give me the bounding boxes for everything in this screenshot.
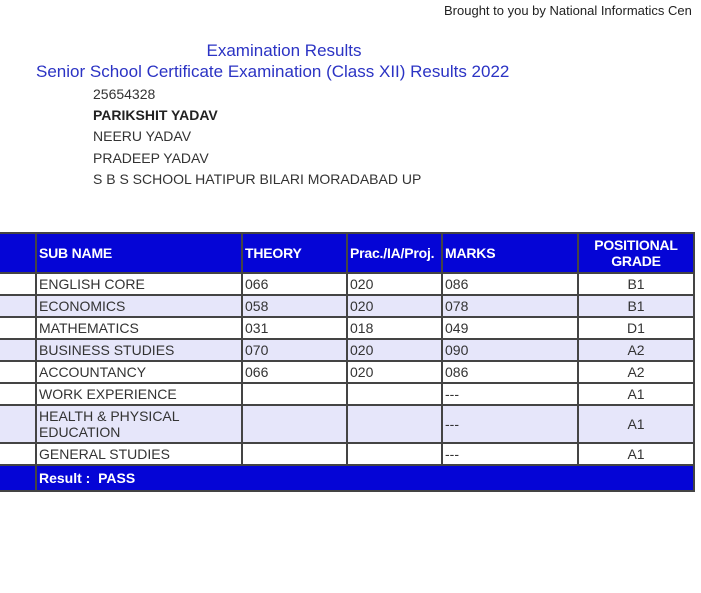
header-prac: Prac./IA/Proj. [347, 233, 442, 273]
table-row [0, 339, 694, 361]
total-marks: 086 [442, 361, 578, 383]
prac-marks: 020 [347, 339, 442, 361]
theory-marks: 066 [242, 273, 347, 295]
row-code [0, 339, 36, 361]
prac-marks: 020 [347, 295, 442, 317]
theory-marks: 070 [242, 339, 347, 361]
row-code [0, 405, 36, 443]
positional-grade: B1 [578, 273, 694, 295]
total-marks: --- [442, 383, 578, 405]
theory-marks [242, 383, 347, 405]
subject-name: WORK EXPERIENCE [36, 383, 242, 405]
table-row [0, 405, 694, 443]
header-grade [578, 233, 694, 273]
site-credit: Brought to you by National Informatics Cen [444, 3, 692, 18]
positional-grade: A1 [578, 383, 694, 405]
student-name: PARIKSHIT YADAV [93, 107, 218, 123]
result-code [0, 465, 36, 491]
exam-subtitle: Senior School Certificate Examination (Class XII) Results 2022 [36, 62, 510, 81]
positional-grade: A2 [578, 339, 694, 361]
total-marks: 078 [442, 295, 578, 317]
header-sub-name: SUB NAME [36, 233, 242, 273]
total-marks: 086 [442, 273, 578, 295]
subject-name: GENERAL STUDIES [36, 443, 242, 465]
table-header-row [0, 233, 694, 273]
prac-marks [347, 443, 442, 465]
header-marks: MARKS [442, 233, 578, 273]
row-code [0, 361, 36, 383]
total-marks: --- [442, 443, 578, 465]
roll-number: 25654328 [93, 86, 156, 102]
result-label: Result : [39, 470, 91, 486]
positional-grade: A1 [578, 405, 694, 443]
subject-name: BUSINESS STUDIES [36, 339, 242, 361]
father-name: PRADEEP YADAV [93, 150, 209, 166]
positional-grade: B1 [578, 295, 694, 317]
table-row [0, 273, 694, 295]
page-title: Examination Results [206, 41, 362, 60]
mother-name: NEERU YADAV [93, 128, 192, 144]
positional-grade: D1 [578, 317, 694, 339]
result-row [0, 465, 694, 491]
total-marks: 090 [442, 339, 578, 361]
table-row [0, 317, 694, 339]
marks-table [0, 232, 695, 492]
theory-marks [242, 443, 347, 465]
result-value: PASS [98, 470, 136, 486]
total-marks: 049 [442, 317, 578, 339]
row-code [0, 273, 36, 295]
subject-name: ACCOUNTANCY [36, 361, 242, 383]
total-marks: --- [442, 405, 578, 443]
school-name: S B S SCHOOL HATIPUR BILARI MORADABAD UP [93, 171, 422, 187]
prac-marks: 018 [347, 317, 442, 339]
table-row [0, 295, 694, 317]
positional-grade: A2 [578, 361, 694, 383]
table-row [0, 361, 694, 383]
header-theory: THEORY [242, 233, 347, 273]
prac-marks [347, 405, 442, 443]
header-grade-line1: POSITIONAL [594, 237, 678, 253]
table-row [0, 443, 694, 465]
subject-name: MATHEMATICS [36, 317, 242, 339]
theory-marks: 066 [242, 361, 347, 383]
header-code [0, 233, 36, 273]
theory-marks: 058 [242, 295, 347, 317]
row-code [0, 317, 36, 339]
row-code [0, 443, 36, 465]
prac-marks: 020 [347, 273, 442, 295]
row-code [0, 383, 36, 405]
prac-marks: 020 [347, 361, 442, 383]
row-code [0, 295, 36, 317]
subject-name: HEALTH & PHYSICAL EDUCATION [36, 405, 242, 443]
result-cell [36, 465, 694, 491]
positional-grade: A1 [578, 443, 694, 465]
subject-name: ENGLISH CORE [36, 273, 242, 295]
theory-marks [242, 405, 347, 443]
theory-marks: 031 [242, 317, 347, 339]
table-row [0, 383, 694, 405]
prac-marks [347, 383, 442, 405]
header-grade-line2: GRADE [611, 253, 661, 269]
subject-name: ECONOMICS [36, 295, 242, 317]
